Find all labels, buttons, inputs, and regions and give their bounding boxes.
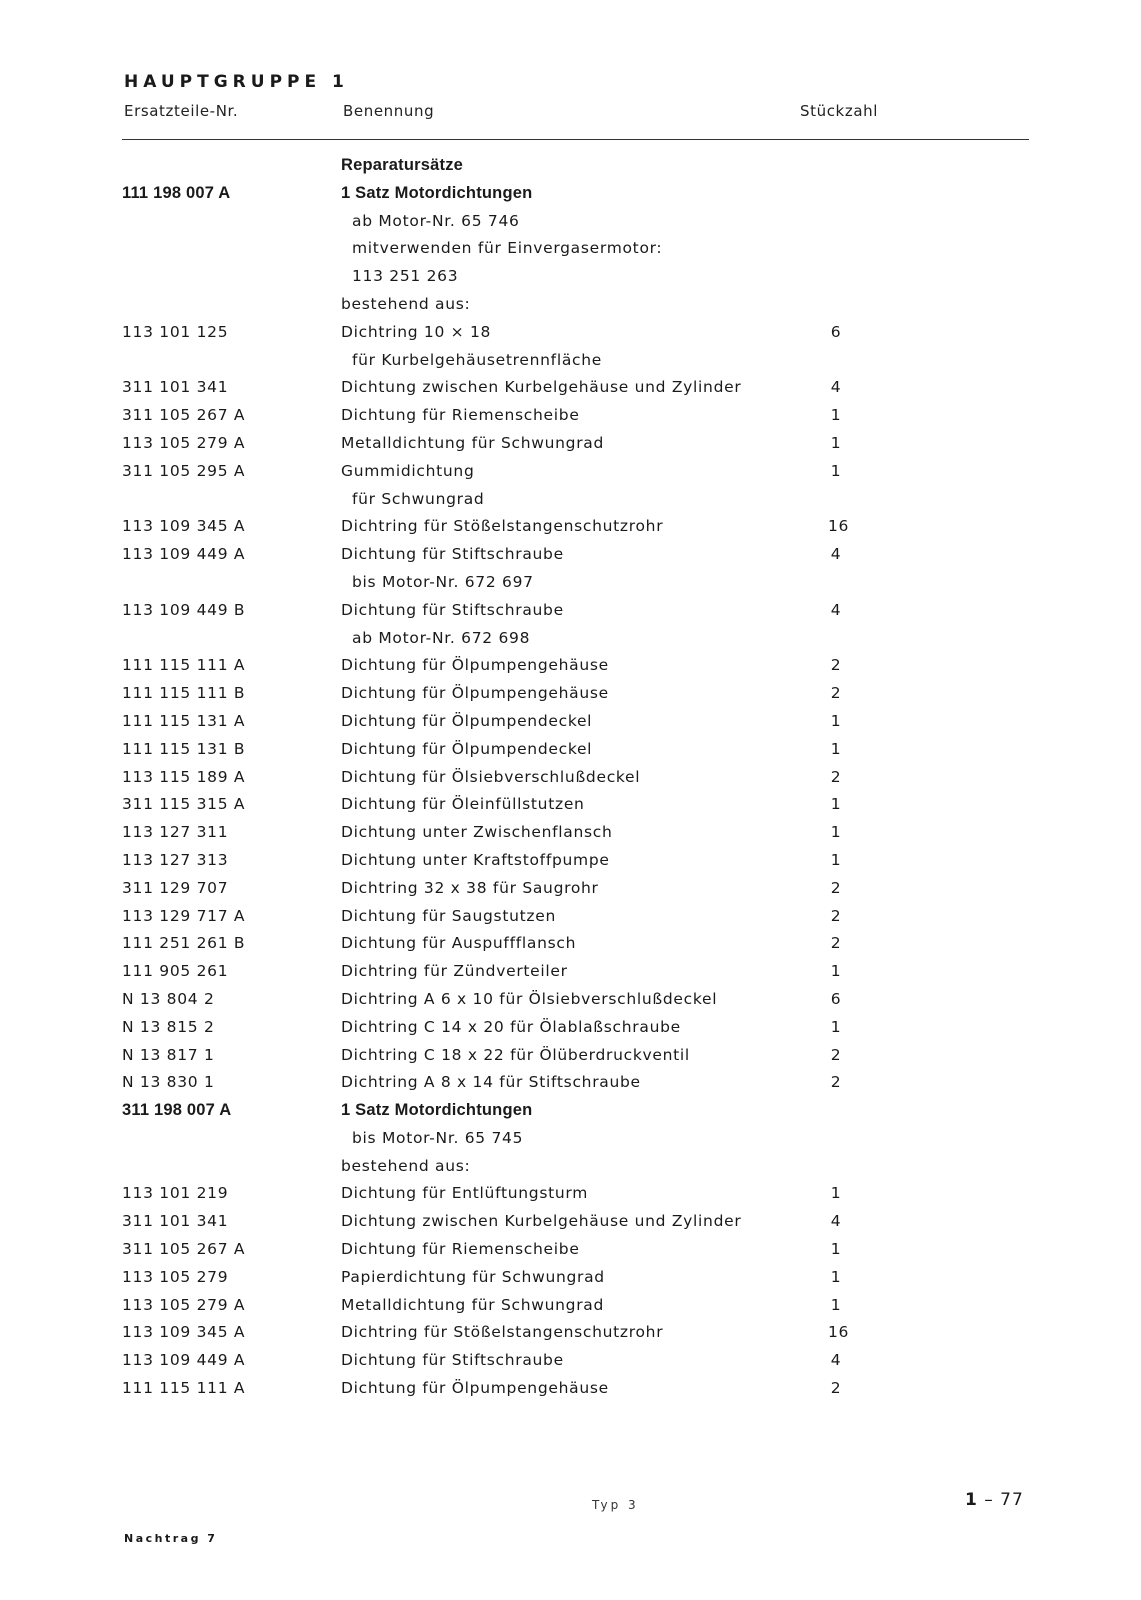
description-cell: Dichtring C 18 x 22 für Ölüberdruckventil — [341, 1045, 690, 1064]
table-row — [0, 930, 1141, 958]
table-row — [0, 1264, 1141, 1292]
description-cell: Metalldichtung für Schwungrad — [341, 1295, 605, 1314]
description-cell: Dichtung für Ölpumpengehäuse — [341, 656, 609, 675]
table-row — [0, 541, 1141, 569]
table-row — [0, 180, 1141, 208]
part-number-cell: 311 105 267 A — [122, 1240, 246, 1259]
quantity-cell: 1 — [830, 1267, 842, 1286]
part-number-cell: 311 115 315 A — [122, 795, 246, 814]
column-header-part-number: Ersatzteile-Nr. — [124, 102, 239, 120]
part-number-cell: 113 109 449 B — [122, 600, 246, 619]
table-row — [0, 235, 1141, 263]
part-number-cell: 113 109 345 A — [122, 1323, 246, 1342]
table-row — [0, 486, 1141, 514]
description-cell: Reparatursätze — [341, 156, 464, 174]
quantity-cell: 2 — [830, 656, 842, 675]
description-cell: Dichtung für Ölpumpengehäuse — [341, 684, 609, 703]
part-number-cell: 311 105 267 A — [122, 406, 246, 425]
description-cell: Gummidichtung — [341, 461, 475, 480]
description-cell: Dichtring für Zündverteiler — [341, 962, 568, 981]
table-row — [0, 1042, 1141, 1070]
part-number-cell: 113 105 279 A — [122, 1295, 246, 1314]
table-row — [0, 1125, 1141, 1153]
page-major: 1 — [965, 1490, 978, 1510]
quantity-cell: 2 — [830, 906, 842, 925]
description-cell: Dichtung für Auspuffflansch — [341, 934, 577, 953]
quantity-cell: 4 — [830, 600, 842, 619]
description-cell: 1 Satz Motordichtungen — [341, 183, 533, 202]
page-minor: 77 — [1000, 1490, 1024, 1510]
description-cell: Papierdichtung für Schwungrad — [341, 1267, 605, 1286]
quantity-cell: 1 — [830, 1295, 842, 1314]
quantity-cell: 4 — [830, 378, 842, 397]
table-row — [0, 430, 1141, 458]
table-row — [0, 791, 1141, 819]
table-row — [0, 152, 1141, 180]
page-separator: – — [984, 1490, 994, 1510]
part-number-cell: 113 105 279 — [122, 1267, 229, 1286]
part-number-cell: 113 109 449 A — [122, 1351, 246, 1370]
part-number-cell: 311 129 707 — [122, 878, 229, 897]
description-cell: bestehend aus: — [341, 294, 471, 313]
footer-type: Typ 3 — [592, 1498, 639, 1512]
description-cell: Dichtring C 14 x 20 für Ölablaßschraube — [341, 1017, 681, 1036]
description-cell: mitverwenden für Einvergasermotor: — [352, 239, 663, 258]
description-cell: Dichtung unter Kraftstoffpumpe — [341, 850, 610, 869]
description-cell: bestehend aus: — [341, 1156, 471, 1175]
part-number-cell: 311 105 295 A — [122, 461, 246, 480]
description-cell: Dichtring für Stößelstangenschutzrohr — [341, 1323, 664, 1342]
table-row — [0, 374, 1141, 402]
table-row — [0, 402, 1141, 430]
column-header-name: Benennung — [343, 102, 435, 120]
description-cell: Dichtring A 8 x 14 für Stiftschraube — [341, 1073, 641, 1092]
quantity-cell: 6 — [830, 989, 842, 1008]
part-number-cell: 111 115 131 A — [122, 711, 246, 730]
description-cell: Dichtung für Stiftschraube — [341, 600, 564, 619]
description-cell: Dichtring für Stößelstangenschutzrohr — [341, 517, 664, 536]
part-number-cell: 311 101 341 — [122, 378, 229, 397]
description-cell: 1 Satz Motordichtungen — [341, 1101, 533, 1120]
part-number-cell: 113 101 219 — [122, 1184, 229, 1203]
table-row — [0, 875, 1141, 903]
part-number-cell: N 13 830 1 — [122, 1073, 215, 1092]
table-row — [0, 680, 1141, 708]
table-row — [0, 513, 1141, 541]
part-number-cell: 113 129 717 A — [122, 906, 246, 925]
description-cell: Dichtung für Ölpumpendeckel — [341, 739, 593, 758]
description-cell: Dichtung für Saugstutzen — [341, 906, 557, 925]
quantity-cell: 4 — [830, 1351, 842, 1370]
quantity-cell: 2 — [830, 1379, 842, 1398]
quantity-cell: 1 — [830, 962, 842, 981]
part-number-cell: 113 127 313 — [122, 850, 229, 869]
quantity-cell: 1 — [830, 739, 842, 758]
quantity-cell: 1 — [830, 406, 842, 425]
table-row — [0, 208, 1141, 236]
table-row — [0, 1097, 1141, 1125]
description-cell: ab Motor-Nr. 672 698 — [352, 628, 531, 647]
table-row — [0, 819, 1141, 847]
part-number-cell: 113 115 189 A — [122, 767, 246, 786]
table-row — [0, 291, 1141, 319]
footer-supplement: Nachtrag 7 — [124, 1532, 218, 1545]
description-cell: 113 251 263 — [352, 267, 459, 286]
part-number-cell: 111 198 007 A — [122, 183, 231, 202]
table-row — [0, 1014, 1141, 1042]
table-row — [0, 625, 1141, 653]
table-row — [0, 458, 1141, 486]
description-cell: Dichtring 10 × 18 — [341, 322, 492, 341]
description-cell: Dichtung für Riemenscheibe — [341, 1240, 580, 1259]
quantity-cell: 4 — [830, 545, 842, 564]
quantity-cell: 2 — [830, 1073, 842, 1092]
quantity-cell: 1 — [830, 823, 842, 842]
quantity-cell: 1 — [830, 1184, 842, 1203]
quantity-cell: 1 — [830, 795, 842, 814]
part-number-cell: 111 905 261 — [122, 962, 229, 981]
table-row — [0, 1319, 1141, 1347]
quantity-cell: 1 — [830, 1017, 842, 1036]
quantity-cell: 2 — [830, 878, 842, 897]
part-number-cell: 311 198 007 A — [122, 1101, 232, 1120]
table-row — [0, 347, 1141, 375]
description-cell: Metalldichtung für Schwungrad — [341, 433, 605, 452]
table-row — [0, 319, 1141, 347]
part-number-cell: 113 109 449 A — [122, 545, 246, 564]
table-row — [0, 597, 1141, 625]
part-number-cell: 113 101 125 — [122, 322, 229, 341]
part-number-cell: N 13 817 1 — [122, 1045, 215, 1064]
description-cell: für Kurbelgehäusetrennfläche — [352, 350, 603, 369]
description-cell: für Schwungrad — [352, 489, 485, 508]
quantity-cell: 4 — [830, 1212, 842, 1231]
table-row — [0, 1347, 1141, 1375]
part-number-cell: 111 251 261 B — [122, 934, 246, 953]
part-number-cell: 111 115 111 A — [122, 1379, 246, 1398]
quantity-cell: 6 — [830, 322, 842, 341]
table-row — [0, 1236, 1141, 1264]
part-number-cell: 113 105 279 A — [122, 433, 246, 452]
part-number-cell: 113 109 345 A — [122, 517, 246, 536]
description-cell: Dichtung für Ölsiebverschlußdeckel — [341, 767, 641, 786]
part-number-cell: 111 115 131 B — [122, 739, 246, 758]
table-row — [0, 986, 1141, 1014]
part-number-cell: 111 115 111 A — [122, 656, 246, 675]
table-row — [0, 1208, 1141, 1236]
description-cell: bis Motor-Nr. 672 697 — [352, 572, 534, 591]
description-cell: Dichtring A 6 x 10 für Ölsiebverschlußdeckel — [341, 989, 718, 1008]
description-cell: Dichtung für Riemenscheibe — [341, 406, 580, 425]
table-row — [0, 903, 1141, 931]
description-cell: Dichtung zwischen Kurbelgehäuse und Zylinder — [341, 378, 742, 397]
table-row — [0, 569, 1141, 597]
quantity-cell: 1 — [830, 461, 842, 480]
part-number-cell: 111 115 111 B — [122, 684, 246, 703]
table-row — [0, 1292, 1141, 1320]
description-cell: Dichtung für Entlüftungsturm — [341, 1184, 589, 1203]
table-row — [0, 1153, 1141, 1181]
part-number-cell: N 13 815 2 — [122, 1017, 215, 1036]
description-cell: Dichtring 32 x 38 für Saugrohr — [341, 878, 599, 897]
quantity-cell: 2 — [830, 934, 842, 953]
quantity-cell: 1 — [830, 433, 842, 452]
quantity-cell: 16 — [828, 1323, 850, 1342]
quantity-cell: 1 — [830, 1240, 842, 1259]
part-number-cell: 311 101 341 — [122, 1212, 229, 1231]
quantity-cell: 1 — [830, 711, 842, 730]
description-cell: bis Motor-Nr. 65 745 — [352, 1128, 524, 1147]
table-row — [0, 652, 1141, 680]
quantity-cell: 1 — [830, 850, 842, 869]
table-row — [0, 1375, 1141, 1403]
table-row — [0, 958, 1141, 986]
part-number-cell: N 13 804 2 — [122, 989, 215, 1008]
description-cell: Dichtung für Ölpumpendeckel — [341, 711, 593, 730]
table-row — [0, 263, 1141, 291]
table-row — [0, 708, 1141, 736]
description-cell: Dichtung für Öleinfüllstutzen — [341, 795, 585, 814]
quantity-cell: 2 — [830, 767, 842, 786]
table-row — [0, 736, 1141, 764]
description-cell: Dichtung zwischen Kurbelgehäuse und Zylinder — [341, 1212, 742, 1231]
description-cell: ab Motor-Nr. 65 746 — [352, 211, 520, 230]
description-cell: Dichtung für Ölpumpengehäuse — [341, 1379, 609, 1398]
footer-page-number — [965, 1490, 1024, 1510]
quantity-cell: 16 — [828, 517, 850, 536]
description-cell: Dichtung für Stiftschraube — [341, 1351, 564, 1370]
group-title: HAUPTGRUPPE 1 — [124, 72, 349, 92]
column-header-quantity: Stückzahl — [800, 102, 878, 120]
description-cell: Dichtung für Stiftschraube — [341, 545, 564, 564]
description-cell: Dichtung unter Zwischenflansch — [341, 823, 613, 842]
table-row — [0, 847, 1141, 875]
table-row — [0, 1069, 1141, 1097]
header-rule — [122, 139, 1029, 140]
quantity-cell: 2 — [830, 1045, 842, 1064]
quantity-cell: 2 — [830, 684, 842, 703]
parts-table — [0, 152, 1141, 1403]
table-row — [0, 1180, 1141, 1208]
table-row — [0, 764, 1141, 792]
part-number-cell: 113 127 311 — [122, 823, 229, 842]
